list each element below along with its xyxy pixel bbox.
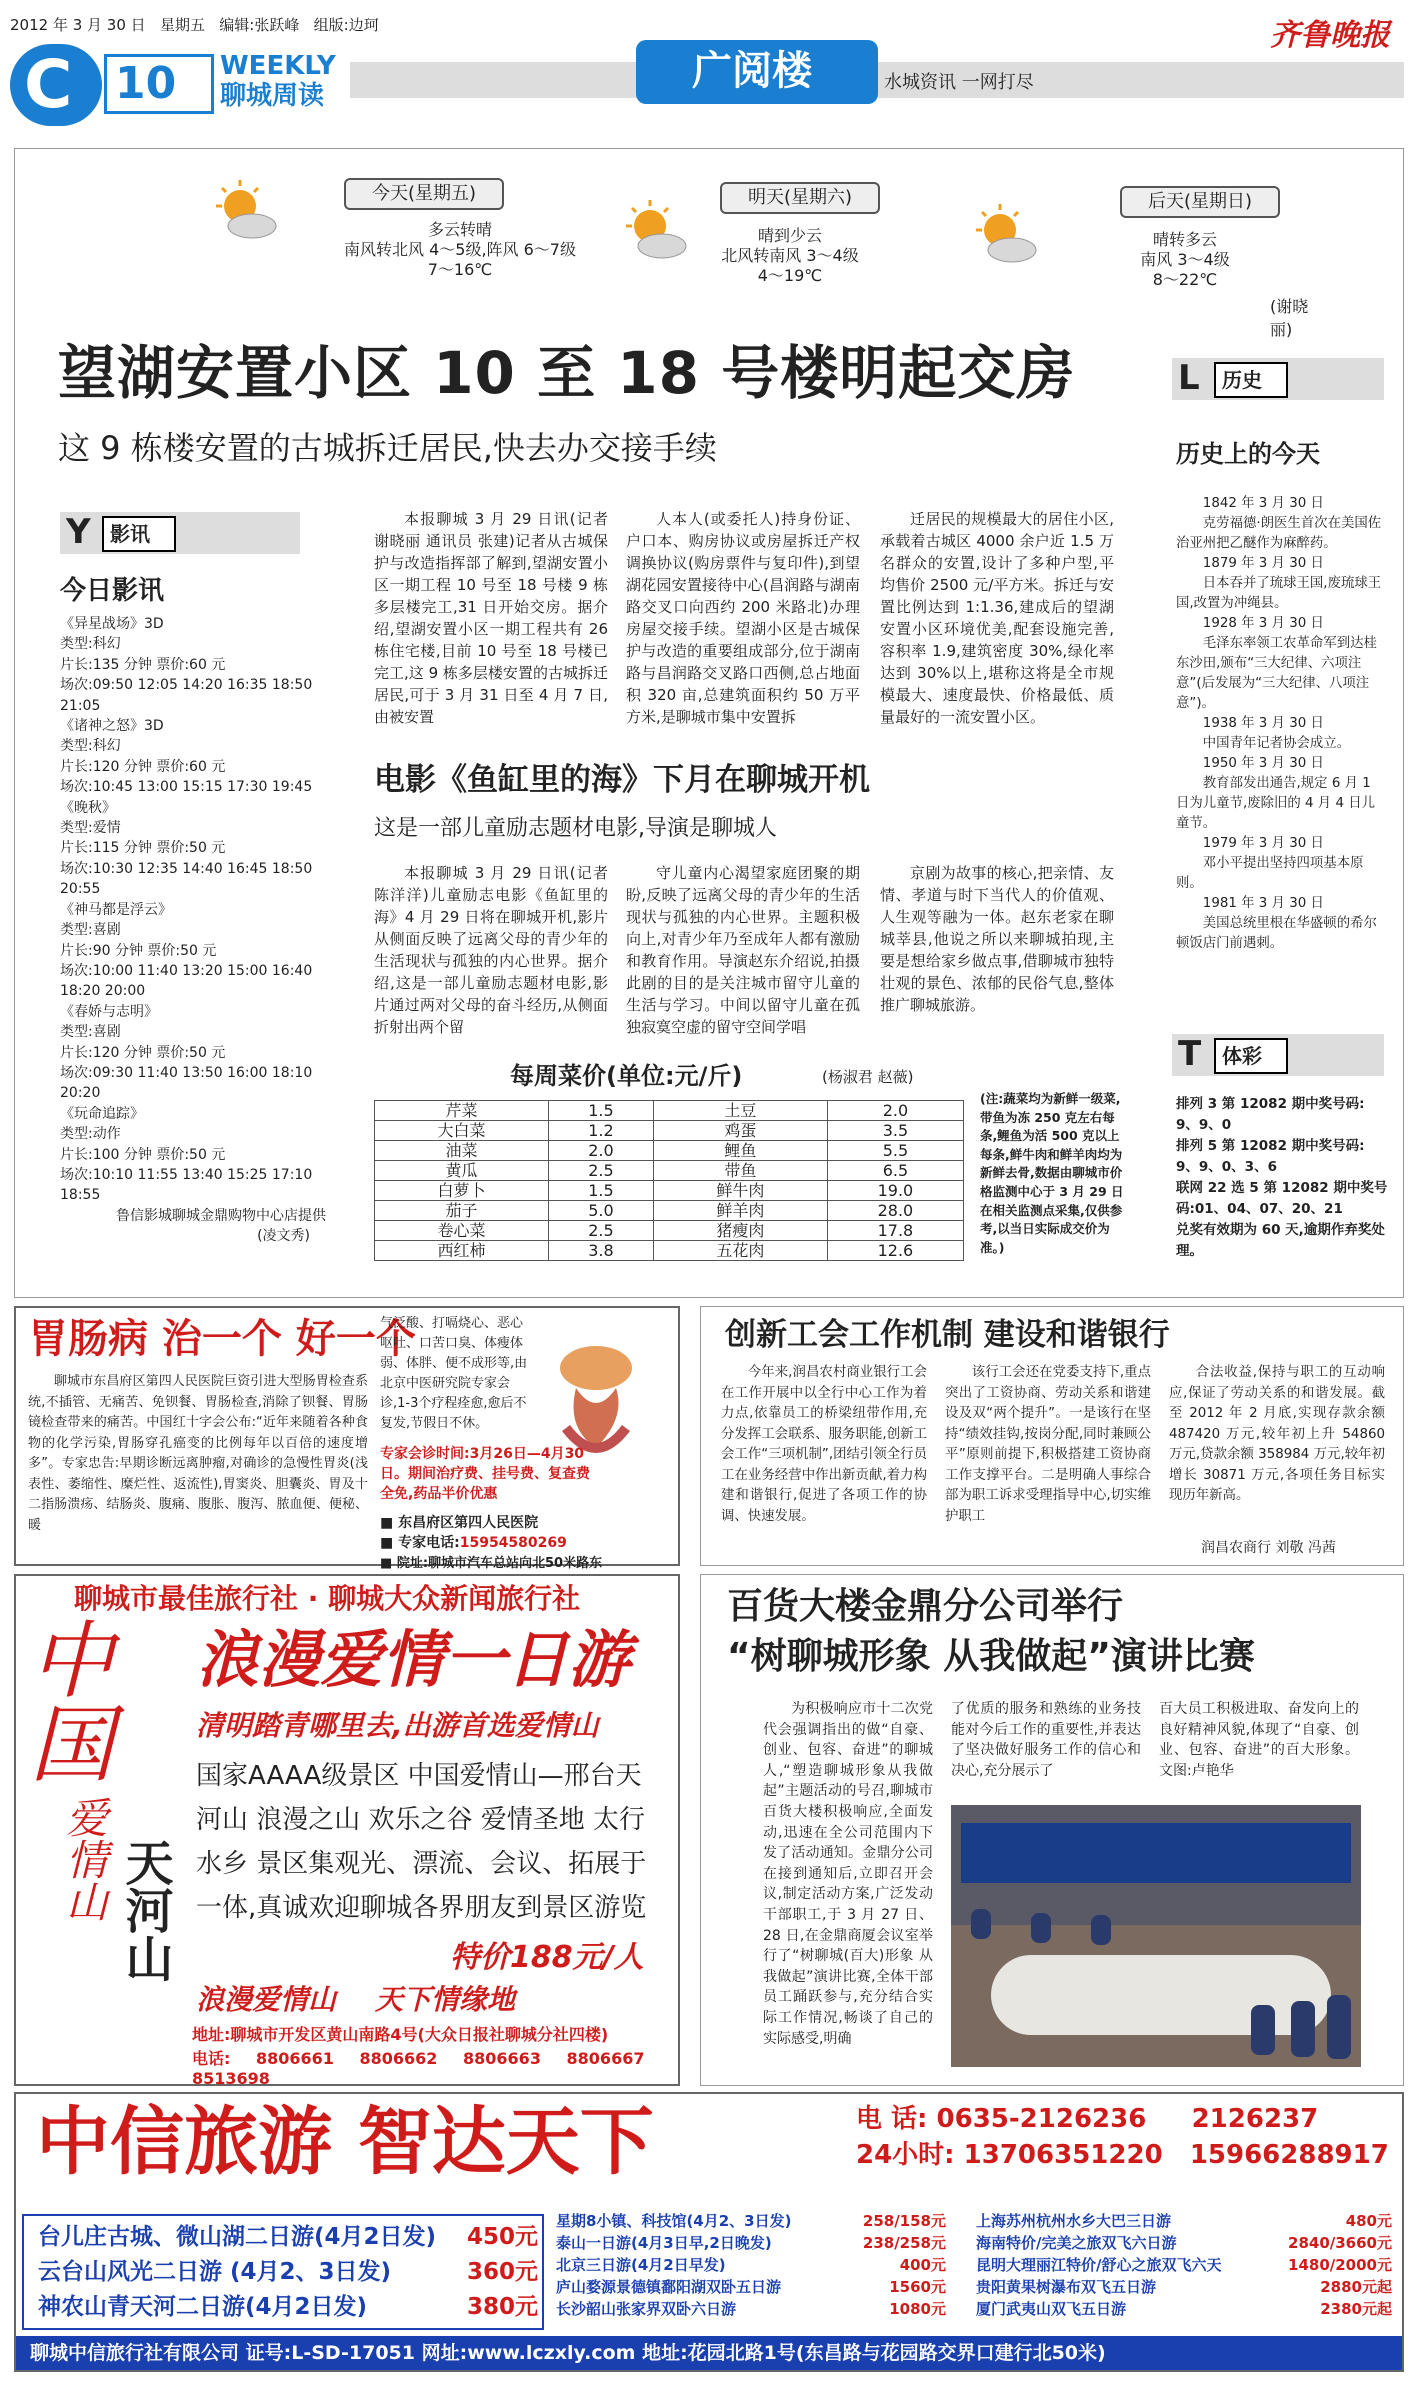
lottery-line: 联网 22 选 5 第 12082 期中奖号码:01、04、07、20、21 bbox=[1176, 1180, 1388, 1217]
tour-price: 238/258元 bbox=[862, 2234, 946, 2252]
newspaper-brand: 齐鲁晚报 bbox=[1270, 18, 1390, 53]
travel-ad-phones bbox=[192, 2046, 678, 2088]
weekly-label: WEEKLY bbox=[220, 51, 336, 81]
veg-price: 19.0 bbox=[827, 1181, 963, 1201]
weather-day2-cond: 晴到少云 bbox=[757, 226, 822, 245]
phone-number: 8806663 bbox=[463, 2049, 541, 2068]
zhongxin-ad bbox=[14, 2092, 1404, 2372]
tour-name: 厦门武夷山双飞五日游 bbox=[976, 2300, 1127, 2318]
veg-price: 5.5 bbox=[827, 1141, 963, 1161]
tour-name: 神农山青天河二日游(4月2日发) bbox=[38, 2294, 368, 2320]
film-line: 场次:09:30 11:40 13:50 16:00 18:10 20:20 bbox=[60, 1064, 313, 1102]
history-date: 1938 年 3 月 30 日 bbox=[1202, 716, 1324, 731]
tour-item bbox=[976, 2276, 1392, 2298]
layout-credit: 组版:边珂 bbox=[313, 16, 379, 34]
union-article bbox=[700, 1306, 1404, 1566]
tour-name: 长沙韶山张家界双卧六日游 bbox=[556, 2300, 737, 2318]
tel-number: 0635-2126236 bbox=[936, 2104, 1147, 2134]
veg-price: 6.5 bbox=[827, 1161, 963, 1181]
tour-item bbox=[976, 2254, 1392, 2276]
weather-day1-icon bbox=[210, 178, 280, 248]
film-line: 类型:科幻 bbox=[60, 738, 121, 755]
zhongxin-footer-bar bbox=[16, 2336, 1402, 2370]
veg-item: 鸡蛋 bbox=[653, 1121, 827, 1141]
photo-person bbox=[1091, 1915, 1111, 1945]
main-story-text: 人本人(或委托人)持身份证、户口本、购房协议或房屋拆迁产权调换协议(购房票件与复印件),到望湖花园安置接待中心(昌润路与湖南路交叉口向西约 200 米路北)办理房屋交接手续。望湖小区是古城保护与改造的重要组成部分,位于湖南路与昌润路交叉路口西侧,总占地面积 320 亩,总建筑面积约 50 万平方米,是聊城市集中安置拆 bbox=[626, 510, 860, 726]
photo-person bbox=[1327, 1995, 1351, 2059]
weather-day3-temp: 8～22℃ bbox=[1152, 270, 1218, 289]
main-headline: 望湖安置小区 10 至 18 号楼明起交房 bbox=[58, 339, 1076, 407]
veg-price-table bbox=[374, 1100, 964, 1261]
veg-table-title: 每周菜价(单位:元/斤) bbox=[510, 1062, 743, 1090]
movie-col2 bbox=[626, 862, 860, 1038]
main-story-col1 bbox=[374, 508, 608, 728]
union-col1 bbox=[721, 1363, 927, 1527]
history-event: 美国总统里根在华盛顿的希尔顿饭店门前遇刺。 bbox=[1176, 916, 1377, 951]
veg-price: 2.5 bbox=[548, 1221, 653, 1241]
stomach-ad bbox=[14, 1306, 680, 1571]
tour-price: 360元 bbox=[466, 2259, 538, 2285]
travel-ad-slogan: 浪漫爱情山 天下情缘地 bbox=[196, 1983, 515, 2016]
movie-text: 守儿童内心渴望家庭团聚的期盼,反映了远离父母的青少年的生活现状与孤独的内心世界。主题积极向上,对青少年乃至成年人都有激励和教育作用。导演赵东介绍说,拍摄此剧的目的是关注城市留守儿童的生活与学习。中间以留守儿童在孤独寂寞空虚的留守空间学唱 bbox=[626, 864, 860, 1036]
lottery-line: 9、9、0 bbox=[1176, 1117, 1232, 1133]
history-date: 1842 年 3 月 30 日 bbox=[1202, 496, 1324, 511]
photo-person bbox=[1031, 1913, 1051, 1943]
travel-ad-vertical-mountain: 天河山 bbox=[117, 1838, 173, 1982]
history-event: 克劳福德·朗医生首次在美国佐治亚州把乙醚作为麻醉药。 bbox=[1176, 516, 1382, 551]
movie-text: 本报聊城 3 月 29 日讯(记者 陈洋洋)儿童励志电影《鱼缸里的海》4 月 29 日将在聊城开机,影片从侧面反映了远离父母的青少年的生活现状与孤独的内心世界。据介绍,这是一部儿童励志题材电影,影片通过两对父母的奋斗经历,从侧面折射出两个留 bbox=[374, 864, 608, 1036]
history-date: 1979 年 3 月 30 日 bbox=[1202, 836, 1324, 851]
film-line: 类型:科幻 bbox=[60, 636, 121, 653]
veg-price: 1.5 bbox=[548, 1101, 653, 1121]
stomach-ad-symptoms: 气泛酸、打嗝烧心、恶心呕吐、口苦口臭、体瘦体弱、体胖、便不成形等,由北京中医研究院专家会诊,1-3个疗程痊愈,愈后不复发,节假日不休。 bbox=[380, 1316, 528, 1431]
photo-person bbox=[971, 1909, 991, 1939]
tour-name: 泰山一日游(4月3日早,2日晚发) bbox=[556, 2234, 772, 2252]
history-event: 毛泽东率领工农革命军到达桂东沙田,颁布“三大纪律、六项注意”(后发展为“三大纪律、八项注意”)。 bbox=[1176, 636, 1377, 711]
stomach-ad-phone: ■ 专家电话:15954580269 bbox=[380, 1535, 567, 1551]
veg-item: 鲜羊肉 bbox=[653, 1201, 827, 1221]
weather-day3-wind: 南风 3～4级 bbox=[1140, 250, 1230, 269]
header-bar-left bbox=[350, 62, 640, 98]
zhongxin-left-list bbox=[38, 2220, 538, 2325]
history-event: 日本吞并了琉球王国,废琉球王国,改置为冲绳县。 bbox=[1176, 576, 1382, 611]
zhongxin-right-list bbox=[976, 2210, 1392, 2320]
zhongxin-24h bbox=[856, 2138, 1389, 2172]
film-tag-letter: Y bbox=[66, 512, 91, 552]
film-line: 片长:115 分钟 票价:50 元 bbox=[60, 840, 226, 857]
veg-item: 芹菜 bbox=[375, 1101, 549, 1121]
photo-person bbox=[1251, 2005, 1275, 2055]
veg-price: 1.2 bbox=[548, 1121, 653, 1141]
tour-item bbox=[556, 2232, 946, 2254]
veg-price: 17.8 bbox=[827, 1221, 963, 1241]
header-slogan: 水城资讯 一网打尽 bbox=[884, 72, 1034, 93]
film-line: 场次:10:00 11:40 13:20 15:00 16:40 18:20 20:00 bbox=[60, 962, 313, 1000]
tour-name: 贵阳黄果树瀑布双飞五日游 bbox=[976, 2278, 1157, 2296]
zhongxin-mid-list bbox=[556, 2210, 946, 2320]
travel-ad-addr: 地址:聊城市开发区黄山南路4号(大众日报社聊城分社四楼) bbox=[192, 2025, 609, 2044]
store-article bbox=[700, 1574, 1404, 2086]
header-bar-right bbox=[878, 62, 1404, 98]
tour-item bbox=[976, 2232, 1392, 2254]
film-line: 《神马都是浮云》 bbox=[60, 901, 172, 918]
weather-day2-wind: 北风转南风 3～4级 bbox=[721, 246, 859, 265]
stomach-ad-body: 聊城市东昌府区第四人民医院巨资引进大型肠胃检查系统,不插管、无痛苦、免钡餐、胃肠检查,消除了钡餐、胃肠镜检查带来的痛苦。中国红十字会公布:“近年来随着各种食物的化学污染,胃肠穿孔癌变的比例每年以百倍的速度增多”。专家忠告:早期诊断远离肿瘤,对确诊的急慢性胃炎(浅表性、萎缩性、糜烂性、返流性),胃窦炎、胆囊炎、胃及十二指肠溃疡、结肠炎、腹痛、腹胀、腹泻、脓血便、便秘、暖 bbox=[28, 1374, 368, 1533]
tour-price: 1080元 bbox=[889, 2300, 946, 2318]
history-event: 邓小平提出坚持四项基本原则。 bbox=[1176, 856, 1364, 891]
sun-cloud-icon bbox=[970, 202, 1040, 272]
lottery-line: 9、9、0、3、6 bbox=[1176, 1159, 1277, 1175]
film-line: 片长:120 分钟 票价:50 元 bbox=[60, 1044, 226, 1061]
mobile-number: 15966288917 bbox=[1189, 2140, 1389, 2170]
film-line: 片长:135 分钟 票价:60 元 bbox=[60, 656, 226, 673]
weather-day1-detail bbox=[310, 220, 610, 280]
tour-name: 云台山风光二日游 (4月2、3日发) bbox=[38, 2259, 392, 2285]
film-line: 类型:爱情 bbox=[60, 820, 121, 837]
lottery-tag-letter: T bbox=[1178, 1034, 1202, 1074]
veg-item: 黄瓜 bbox=[375, 1161, 549, 1181]
store-text: 了优质的服务和熟练的业务技能对今后工作的重要性,并表达了坚决做好服务工作的信心和决心,充分展示了 bbox=[951, 1701, 1141, 1779]
veg-price: 3.5 bbox=[827, 1121, 963, 1141]
veg-item: 带鱼 bbox=[653, 1161, 827, 1181]
tour-price: 2880元起 bbox=[1320, 2278, 1392, 2296]
veg-item: 大白菜 bbox=[375, 1121, 549, 1141]
section-letter: C bbox=[24, 46, 73, 123]
travel-ad-sub: 清明踏青哪里去,出游首选爱情山 bbox=[196, 1709, 599, 1742]
film-provider-author: (凌文秀) bbox=[257, 1228, 310, 1245]
tel-label: 电 话: bbox=[856, 2104, 928, 2134]
stomach-ad-title: 胃肠病 治一个 好一个 bbox=[28, 1316, 416, 1362]
tour-item bbox=[976, 2210, 1392, 2232]
tour-price: 380元 bbox=[466, 2294, 538, 2320]
travel-ad-vertical-china: 中国 bbox=[16, 1616, 114, 1784]
stomach-ad-hospital: ■ 东昌府区第四人民医院 bbox=[380, 1515, 539, 1531]
photo-person bbox=[1291, 2001, 1315, 2057]
phone-number: 8806667 bbox=[566, 2049, 645, 2068]
history-tag-letter: L bbox=[1178, 358, 1200, 398]
film-provider: 鲁信影城聊城金鼎购物中心店提供 bbox=[116, 1207, 326, 1224]
history-date: 1928 年 3 月 30 日 bbox=[1202, 616, 1324, 631]
veg-row bbox=[375, 1121, 964, 1141]
union-col3 bbox=[1169, 1363, 1385, 1507]
film-line: 片长:120 分钟 票价:60 元 bbox=[60, 758, 226, 775]
history-tag: 历史 bbox=[1214, 362, 1288, 398]
tour-price: 480元 bbox=[1345, 2212, 1392, 2230]
travel-ad-vertical-love: 爱情山 bbox=[60, 1796, 109, 1922]
weather-day2-label: 明天(星期六) bbox=[720, 182, 880, 214]
weather-day3-cond: 晴转多云 bbox=[1152, 230, 1217, 249]
veg-item: 五花肉 bbox=[653, 1241, 827, 1261]
tel-number: 2126237 bbox=[1191, 2104, 1319, 2134]
section-badge bbox=[10, 44, 102, 126]
union-col2 bbox=[945, 1363, 1151, 1527]
movie-text: 京剧为故事的核心,把亲情、友情、孝道与时下当代人的价值观、人生观等融为一体。赵东老家在聊城莘县,他说之所以来聊城拍现,主要是想给家乡做点事,借聊城市独特壮观的景色、浓郁的民俗气息,整体推广聊城旅游。 bbox=[880, 864, 1114, 1014]
veg-item: 茄子 bbox=[375, 1201, 549, 1221]
sun-cloud-icon bbox=[210, 178, 280, 248]
film-line: 《异星战场》3D bbox=[60, 616, 164, 632]
tour-item bbox=[556, 2298, 946, 2320]
issue-weekday: 星期五 bbox=[159, 16, 205, 34]
store-headline-1: 百货大楼金鼎分公司举行 bbox=[727, 1586, 1124, 1627]
stomach-ad-expert: 专家会诊时间:3月26日—4月30日。期间治疗费、挂号费、复查费全免,药品半价优惠 bbox=[380, 1446, 590, 1502]
tour-item bbox=[38, 2255, 538, 2290]
zhongxin-title: 中信旅游 智达天下 bbox=[36, 2099, 654, 2185]
weather-day3-detail bbox=[1070, 230, 1300, 290]
veg-price: 2.5 bbox=[548, 1161, 653, 1181]
veg-table-authors: (杨淑君 赵薇) bbox=[822, 1068, 914, 1086]
veg-item: 土豆 bbox=[653, 1101, 827, 1121]
veg-price: 28.0 bbox=[827, 1201, 963, 1221]
tour-price: 1480/2000元 bbox=[1288, 2256, 1392, 2274]
history-event: 中国青年记者协会成立。 bbox=[1202, 736, 1351, 751]
main-subheadline: 这 9 栋楼安置的古城拆迁居民,快去办交接手续 bbox=[58, 429, 717, 467]
zhongxin-footer: 聊城中信旅行社有限公司 证号:L-SD-17051 网址:www.lczxly.com 地址:花园北路1号(东昌路与花园路交界口建行北50米) bbox=[30, 2342, 1106, 2364]
weather-day2-detail bbox=[660, 226, 920, 286]
weather-author: (谢晓丽) bbox=[1270, 297, 1309, 339]
tour-price: 400元 bbox=[899, 2256, 946, 2274]
veg-row bbox=[375, 1161, 964, 1181]
history-event: 教育部发出通告,规定 6 月 1 日为儿童节,废除旧的 4 月 4 日儿童节。 bbox=[1176, 776, 1376, 831]
tour-name: 北京三日游(4月2日早发) bbox=[556, 2256, 726, 2274]
editor-credit: 编辑:张跃峰 bbox=[219, 16, 300, 34]
veg-price: 12.6 bbox=[827, 1241, 963, 1261]
store-text: 百大员工积极进取、奋发向上的良好精神风貌,体现了“自豪、创业、包容、奋进”的百大形象。 文图:卢艳华 bbox=[1159, 1701, 1359, 1779]
history-date: 1981 年 3 月 30 日 bbox=[1202, 896, 1324, 911]
tour-price: 258/158元 bbox=[862, 2212, 946, 2230]
film-listing bbox=[60, 614, 350, 1247]
tour-price: 450元 bbox=[466, 2224, 538, 2250]
hospital-address: 院址:聊城市汽车总站向北50米路东 bbox=[396, 1556, 603, 1571]
film-line: 类型:动作 bbox=[60, 1126, 121, 1143]
veg-item: 西红柿 bbox=[375, 1241, 549, 1261]
tour-item bbox=[556, 2210, 946, 2232]
lottery-line: 兑奖有效期为 60 天,逾期作弃奖处理。 bbox=[1176, 1222, 1385, 1259]
weather-day1-temp: 7～16℃ bbox=[427, 260, 493, 279]
tour-item bbox=[38, 2220, 538, 2255]
veg-row bbox=[375, 1221, 964, 1241]
main-story-col2 bbox=[626, 508, 860, 728]
travel-ad-header: 聊城市最佳旅行社 · 聊城大众新闻旅行社 bbox=[74, 1582, 581, 1615]
travel-ad-headline: 浪漫爱情一日游 bbox=[196, 1623, 631, 1696]
store-meeting-photo bbox=[951, 1805, 1361, 2067]
weather-forecast bbox=[330, 178, 1330, 338]
tour-item bbox=[556, 2276, 946, 2298]
main-story-col3 bbox=[880, 508, 1114, 728]
union-text: 该行工会还在党委支持下,重点突出了工资协商、劳动关系和谐建设及双“两个提升”。一是该行在坚持“绩效挂钩,按岗分配,同时兼顾公平”原则前提下,积极搭建工资协商工作支撑平台。二是明确人事综合部为职工诉求受理指导中心,切实维护职工 bbox=[945, 1365, 1151, 1524]
phone-number: 8513698 bbox=[192, 2069, 270, 2088]
tour-price: 2380元起 bbox=[1320, 2300, 1392, 2318]
veg-note: (注:蔬菜均为新鲜一级菜,带鱼为冻 250 克左右每条,鲤鱼为活 500 克以上每条,鲜牛肉和鲜羊肉均为新鲜去骨,数据由聊城市价格监测中心于 3 月 29 日在相关监测点采集,仅供参考,以当日实际成交价为准。) bbox=[980, 1091, 1124, 1255]
column-name: 广阅楼 bbox=[692, 48, 812, 94]
veg-price: 3.8 bbox=[548, 1241, 653, 1261]
page-number: 10 bbox=[115, 58, 177, 109]
movie-col1 bbox=[374, 862, 608, 1038]
weather-day1-cond: 多云转晴 bbox=[427, 220, 492, 239]
film-line: 片长:90 分钟 票价:50 元 bbox=[60, 942, 217, 959]
travel-ad bbox=[14, 1574, 680, 2086]
store-col3 bbox=[1159, 1699, 1359, 1781]
history-list bbox=[1176, 494, 1386, 954]
veg-item: 油菜 bbox=[375, 1141, 549, 1161]
main-story-text: 本报聊城 3 月 29 日讯(记者 谢晓丽 通讯员 张建)记者从古城保护与改造指挥部了解到,望湖安置小区一期工程 10 号至 18 号楼 9 栋多层楼完工,31 日开始交房。据介绍,望湖安置小区一期工程共有 26 栋住宅楼,目前 10 号至 18 号楼已完工,这 9 栋多层楼安置的古城拆迁居民,可于 3 月 31 日至 4 月 7 日,由被安置 bbox=[374, 510, 608, 726]
stomach-ad-addr: ■ 院址:聊城市汽车总站向北50米路东 bbox=[380, 1556, 603, 1571]
tour-price: 2840/3660元 bbox=[1288, 2234, 1392, 2252]
tour-name: 星期8小镇、科技馆(4月2、3日发) bbox=[556, 2212, 792, 2230]
veg-item: 猪瘦肉 bbox=[653, 1221, 827, 1241]
tour-name: 上海苏州杭州水乡大巴三日游 bbox=[976, 2212, 1172, 2230]
veg-item: 白萝卜 bbox=[375, 1181, 549, 1201]
weekly-cn-label: 聊城周读 bbox=[220, 81, 325, 111]
column-name-box bbox=[636, 40, 878, 104]
weather-day3-label: 后天(星期日) bbox=[1120, 186, 1280, 218]
weather-day1-wind: 南风转北风 4～5级,阵风 6～7级 bbox=[344, 240, 576, 259]
film-line: 场次:10:10 11:55 13:40 15:25 17:10 18:55 bbox=[60, 1166, 313, 1204]
weather-day1-label: 今天(星期五) bbox=[344, 178, 504, 210]
veg-row bbox=[375, 1141, 964, 1161]
weather-day2-temp: 4～19℃ bbox=[757, 266, 823, 285]
film-tag-bar bbox=[60, 512, 300, 554]
film-line: 场次:09:50 12:05 14:20 16:35 18:50 21:05 bbox=[60, 677, 313, 714]
photo-conference-table bbox=[991, 1955, 1331, 2035]
tour-name: 庐山婺源景德镇鄱阳湖双卧五日游 bbox=[556, 2278, 782, 2296]
veg-row bbox=[375, 1201, 964, 1221]
lottery-line: 排列 3 第 12082 期中奖号码: bbox=[1176, 1096, 1365, 1112]
movie-subheadline: 这是一部儿童励志题材电影,导演是聊城人 bbox=[374, 816, 777, 841]
veg-item: 卷心菜 bbox=[375, 1221, 549, 1241]
store-col1 bbox=[763, 1699, 933, 2049]
union-headline: 创新工会工作机制 建设和谐银行 bbox=[725, 1317, 1170, 1353]
veg-row bbox=[375, 1241, 964, 1261]
tour-item bbox=[976, 2298, 1392, 2320]
tour-name: 昆明大理丽江特价/舒心之旅双飞六天 bbox=[976, 2256, 1222, 2274]
veg-item: 鲤鱼 bbox=[653, 1141, 827, 1161]
film-line: 类型:喜剧 bbox=[60, 922, 121, 939]
store-headline-2: “树聊城形象 从我做起”演讲比赛 bbox=[727, 1636, 1255, 1677]
tour-item bbox=[556, 2254, 946, 2276]
photo-banner bbox=[961, 1823, 1351, 1883]
history-date: 1879 年 3 月 30 日 bbox=[1202, 556, 1324, 571]
film-line: 场次:10:30 12:35 14:40 16:45 18:50 20:55 bbox=[60, 860, 313, 898]
tour-name: 海南特价/完美之旅双飞六日游 bbox=[976, 2234, 1177, 2252]
phone-label: 专家电话: bbox=[398, 1535, 460, 1551]
film-line: 《晚秋》 bbox=[60, 799, 116, 816]
store-col2 bbox=[951, 1699, 1141, 1781]
movie-headline: 电影《鱼缸里的海》下月在聊城开机 bbox=[374, 762, 870, 798]
veg-price: 1.5 bbox=[548, 1181, 653, 1201]
veg-row bbox=[375, 1181, 964, 1201]
hospital-name: 东昌府区第四人民医院 bbox=[398, 1515, 539, 1531]
history-title: 历史上的今天 bbox=[1176, 440, 1320, 468]
history-tag-bar bbox=[1172, 358, 1384, 400]
weather-day3-icon bbox=[970, 202, 1040, 272]
lottery-tag: 体彩 bbox=[1214, 1038, 1288, 1074]
veg-price: 5.0 bbox=[548, 1201, 653, 1221]
film-line: 类型:喜剧 bbox=[60, 1024, 121, 1041]
film-title: 今日影讯 bbox=[60, 576, 165, 606]
zhongxin-tel bbox=[856, 2102, 1318, 2136]
veg-price: 2.0 bbox=[548, 1141, 653, 1161]
film-tag: 影讯 bbox=[102, 516, 176, 552]
travel-ad-body: 国家AAAA级景区 中国爱情山—邢台天河山 浪漫之山 欢乐之谷 爱情圣地 太行水乡 景区集观光、漂流、会议、拓展于一体,真诚欢迎聊城各界朋友到景区游览 bbox=[196, 1761, 647, 1923]
union-text: 今年来,润昌农村商业银行工会在工作开展中以全行中心工作为着力点,依靠员工的桥梁纽带作用,充分发挥工会联系、服务职能,创新工会工作“三项机制”,团结引领全行员工在业务经营中作出新贡献,着力构建和谐银行,促进了各项工作的协调、快速发展。 bbox=[721, 1365, 927, 1524]
issue-date: 2012 年 3 月 30 日 bbox=[10, 16, 146, 34]
phone-number: 8806661 bbox=[255, 2049, 334, 2068]
film-line: 场次:10:45 13:00 15:15 17:30 19:45 bbox=[60, 779, 313, 796]
store-text: 为积极响应市十二次党代会强调指出的做“自豪、创业、包容、奋进”的聊城人,“塑造聊城形象从我做起”主题活动的号召,聊城市百货大楼积极响应,全面发动,迅速在全公司范围内下发了活动通知。金鼎分公司在接到通知后,立即召开会议,制定活动方案,广泛发动干部职工,于 3 月 27 日、28 日,在金鼎商厦会议室举行了“树聊城(百大)形象 从我做起”演讲比赛,全体干部员工踊跃参与,充分结合实际工作情况,畅谈了自己的实际感受,明确 bbox=[763, 1701, 933, 2047]
phone-number: 15954580269 bbox=[459, 1535, 567, 1551]
lottery-results bbox=[1176, 1094, 1388, 1262]
lottery-line: 排列 5 第 12082 期中奖号码: bbox=[1176, 1138, 1365, 1154]
union-text: 合法收益,保持与职工的互动响应,保证了劳动关系的和谐发展。截至 2012 年 2 月底,实现存款余额 487420 万元,较年初上升 54860 万元,贷款余额 358984 万元,较年初增长 30871 万元,各项任务目标实现历年新高。 bbox=[1169, 1365, 1385, 1503]
travel-ad-price: 特价188元/人 bbox=[450, 1940, 644, 1975]
tour-price: 1560元 bbox=[889, 2278, 946, 2296]
veg-item: 鲜牛肉 bbox=[653, 1181, 827, 1201]
phone-number: 8806662 bbox=[359, 2049, 438, 2068]
tour-name: 台儿庄古城、微山湖二日游(4月2日发) bbox=[38, 2224, 437, 2250]
film-line: 《诸神之怒》3D bbox=[60, 718, 164, 735]
history-date: 1950 年 3 月 30 日 bbox=[1202, 756, 1324, 771]
film-line: 《玩命追踪》 bbox=[60, 1105, 144, 1122]
tour-item bbox=[38, 2290, 538, 2325]
mobile-number: 13706351220 bbox=[963, 2140, 1163, 2170]
main-story-text: 迁居民的规模最大的居住小区,承载着古城区 4000 余户近 1.5 万名群众的安置,设计了多种户型,平均售价 2500 元/平方米。拆迁与安置比例达到 1:1.36,建成后的望湖安置小区环境优美,配套设施完善,容积率 1.9,建筑密度 30%,绿化率达到 30%以上,堪称这将是全市规模最大、速度最快、价格最低、质量最好的一流安置小区。 bbox=[880, 510, 1114, 726]
union-credit: 润昌农商行 刘敬 冯茜 bbox=[1201, 1540, 1336, 1556]
veg-price: 2.0 bbox=[827, 1101, 963, 1121]
phone-label: 电话: bbox=[192, 2049, 231, 2068]
masthead-meta bbox=[10, 14, 379, 35]
film-line: 片长:100 分钟 票价:50 元 bbox=[60, 1146, 226, 1163]
h24-label: 24小时: bbox=[856, 2140, 955, 2170]
page-number-box bbox=[104, 54, 214, 114]
veg-row bbox=[375, 1101, 964, 1121]
lottery-tag-bar bbox=[1172, 1034, 1384, 1076]
movie-col3 bbox=[880, 862, 1114, 1016]
film-line: 《春娇与志明》 bbox=[60, 1003, 158, 1020]
